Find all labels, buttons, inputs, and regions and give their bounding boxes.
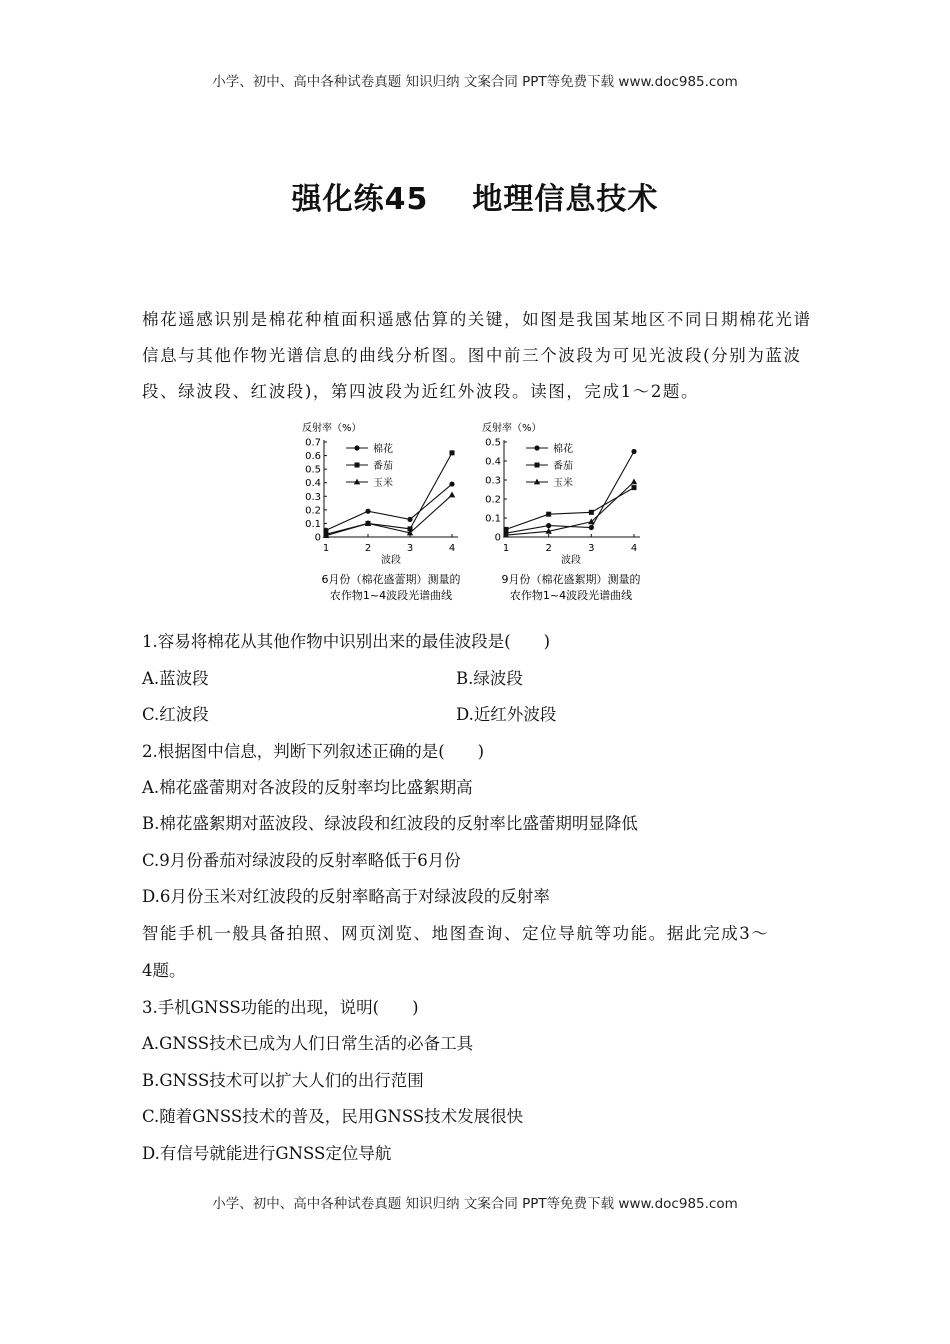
chart-june-caption-1: 6月份（棉花盛蕾期）测量的 [321, 573, 461, 586]
intro-paragraph-2-line-1: 智能手机一般具备拍照、网页浏览、地图查询、定位导航等功能。据此完成3～ [142, 924, 770, 943]
intro-paragraph-2-line-2: 4题。 [142, 961, 186, 980]
chart-september [482, 421, 641, 602]
q2-option-a: A.棉花盛蕾期对各波段的反射率均比盛絮期高 [142, 778, 473, 797]
q2-option-d: D.6月份玉米对红波段的反射率略高于对绿波段的反射率 [142, 887, 550, 906]
chart-june-legend-label: 玉米 [373, 478, 393, 489]
q1-stem: 1.容易将棉花从其他作物中识别出来的最佳波段是( ) [142, 632, 551, 651]
chart-september-legend-label: 番茄 [553, 461, 573, 472]
chart-june-xtick: 1 [322, 543, 330, 554]
chart-june-ytick: 0.6 [305, 451, 321, 463]
spectral-figure [298, 420, 658, 610]
chart-september-xtick: 3 [588, 543, 595, 554]
chart-september-series-line [506, 488, 634, 530]
q2-option-c: C.9月份番茄对绿波段的反射率略低于6月份 [142, 851, 461, 870]
chart-september-legend-label: 棉花 [553, 444, 573, 455]
page-title [0, 174, 950, 218]
chart-september-legend-marker [534, 445, 539, 450]
chart-june-xtick: 2 [364, 543, 372, 554]
chart-september-legend-marker [535, 463, 540, 468]
q3-option-c: C.随着GNSS技术的普及，民用GNSS技术发展很快 [142, 1107, 524, 1126]
q1-option-c: C.红波段 [142, 705, 209, 724]
spectral-charts-svg [298, 420, 658, 610]
chart-september-series-line [506, 482, 634, 535]
chart-june-data-point [450, 450, 455, 455]
chart-june-ytick: 0.1 [305, 518, 321, 530]
chart-june-xtick: 4 [448, 543, 456, 554]
chart-september-data-point [631, 479, 637, 485]
chart-june-legend-marker [354, 445, 359, 450]
q3-option-a: A.GNSS技术已成为人们日常生活的必备工具 [142, 1034, 474, 1053]
chart-june-series-line [326, 484, 452, 530]
chart-june-xtick: 3 [406, 543, 414, 554]
chart-september-data-point [504, 527, 509, 532]
chart-september-data-point [632, 485, 637, 490]
q1-option-b: B.绿波段 [456, 669, 523, 688]
chart-june-ytick: 0.4 [305, 478, 321, 490]
chart-june-ylabel: 反射率（%） [302, 423, 362, 434]
chart-september-xtick: 2 [545, 543, 552, 554]
chart-september-data-point [589, 510, 594, 515]
q3-option-b: B.GNSS技术可以扩大人们的出行范围 [142, 1071, 424, 1090]
chart-june-legend-label: 番茄 [373, 461, 393, 472]
chart-june-data-point [407, 517, 412, 522]
q1-option-a: A.蓝波段 [142, 669, 209, 688]
chart-june-data-point [449, 481, 454, 486]
chart-september-data-point [589, 525, 594, 530]
chart-june-ytick: 0.7 [305, 437, 321, 449]
chart-september-ytick: 0.3 [485, 475, 501, 487]
chart-june-ytick: 0 [314, 532, 321, 544]
chart-september-ytick: 0 [494, 532, 501, 544]
chart-june [302, 421, 461, 602]
chart-september-caption-2: 农作物1~4波段光谱曲线 [509, 589, 633, 602]
chart-june-xlabel: 波段 [381, 555, 401, 566]
chart-september-ytick: 0.2 [485, 494, 501, 506]
intro-paragraph-1: 棉花遥感识别是棉花种植面积遥感估算的关键，如图是我国某地区不同日期棉花光谱信息与其他作物光谱信息的曲线分析图。图中前三个波段为可见光波段(分别为蓝波段、绿波段、红波段)，第四波段为近红外波段。读图，完成1～2题。 [142, 310, 812, 401]
chart-september-data-point [631, 449, 636, 454]
q2-option-b: B.棉花盛絮期对蓝波段、绿波段和红波段的反射率比盛蕾期明显降低 [142, 814, 638, 833]
title-topic: 地理信息技术 [472, 182, 659, 217]
q3-option-d: D.有信号就能进行GNSS定位导航 [142, 1144, 392, 1163]
q3-stem: 3.手机GNSS功能的出现，说明( ) [142, 998, 419, 1017]
chart-june-ytick: 0.3 [305, 491, 321, 503]
chart-june-data-point [449, 492, 455, 498]
chart-september-caption-1: 9月份（棉花盛絮期）测量的 [501, 573, 641, 586]
chart-september-ylabel: 反射率（%） [482, 423, 542, 434]
chart-september-ytick: 0.4 [485, 456, 501, 468]
chart-september-xlabel: 波段 [561, 555, 581, 566]
chart-september-data-point [546, 512, 551, 517]
chart-september-xtick: 4 [630, 543, 638, 554]
chart-june-legend-label: 棉花 [373, 444, 393, 455]
title-number: 强化练45 [291, 182, 429, 217]
chart-september-legend-label: 玉米 [553, 478, 573, 489]
q2-stem: 2.根据图中信息，判断下列叙述正确的是( ) [142, 742, 485, 761]
chart-september-ytick: 0.5 [485, 437, 501, 449]
chart-september-xtick: 1 [502, 543, 510, 554]
chart-september-ytick: 0.1 [485, 513, 501, 525]
chart-june-caption-2: 农作物1~4波段光谱曲线 [329, 589, 453, 602]
chart-september-data-point [546, 523, 551, 528]
chart-june-legend-marker [355, 463, 360, 468]
q1-option-d: D.近红外波段 [456, 705, 557, 724]
page-header: 小学、初中、高中各种试卷真题 知识归纳 文案合同 PPT等免费下载 www.doc985.com [212, 74, 738, 90]
chart-june-ytick: 0.5 [305, 464, 321, 476]
page-footer: 小学、初中、高中各种试卷真题 知识归纳 文案合同 PPT等免费下载 www.doc985.com [212, 1196, 738, 1212]
chart-june-ytick: 0.2 [305, 505, 321, 517]
chart-june-data-point [365, 509, 370, 514]
